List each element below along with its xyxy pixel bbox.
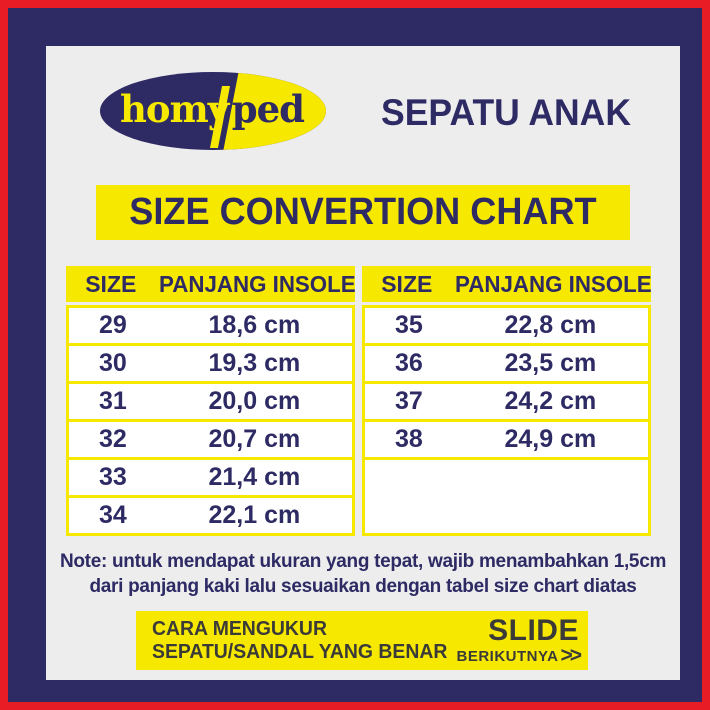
outer-navy-frame (8, 8, 702, 702)
cell-insole: 24,2 cm (504, 387, 597, 415)
cell-size: 29 (98, 311, 127, 339)
measure-instruction-line1: CARA MENGUKUR (152, 617, 327, 640)
empty-cell (365, 460, 648, 533)
cell-size: 31 (98, 387, 127, 415)
size-conversion-tables (66, 266, 651, 536)
table-header-left (66, 266, 355, 302)
slide-next-hint[interactable] (456, 614, 580, 668)
cell-insole: 24,9 cm (504, 425, 597, 453)
logo-text-homy: homy (120, 87, 229, 132)
cell-insole: 22,8 cm (504, 311, 597, 339)
cell-insole: 21,4 cm (208, 463, 301, 491)
table-row (365, 346, 648, 381)
sizing-note-line1: Note: untuk mendapat ukuran yang tepat, wajib menambahkan 1,5cm (59, 551, 667, 572)
size-table-right (362, 266, 651, 536)
column-header-size: SIZE (85, 270, 137, 297)
cell-size: 30 (98, 349, 127, 377)
cell-size: 33 (98, 463, 127, 491)
category-title: SEPATU ANAK (381, 92, 631, 133)
size-chart-banner (96, 185, 630, 240)
cell-size: 32 (98, 425, 127, 453)
table-row (69, 384, 352, 419)
measure-instruction (152, 618, 447, 664)
slide-label: SLIDE (488, 614, 579, 648)
cell-insole: 20,0 cm (208, 387, 301, 415)
table-body-right (362, 305, 651, 536)
table-row (365, 308, 648, 343)
table-row (69, 308, 352, 343)
cell-insole: 18,6 cm (208, 311, 301, 339)
next-label: BERIKUTNYA (456, 647, 559, 665)
cell-size: 34 (98, 501, 127, 529)
cell-insole: 23,5 cm (504, 349, 597, 377)
cell-insole: 19,3 cm (208, 349, 301, 377)
column-header-insole: PANJANG INSOLE (454, 270, 652, 297)
table-row (365, 384, 648, 419)
size-chart-banner-label: SIZE CONVERTION CHART (129, 191, 597, 233)
content-area (46, 46, 680, 680)
column-header-insole: PANJANG INSOLE (158, 270, 356, 297)
cell-insole: 20,7 cm (208, 425, 301, 453)
cell-size: 35 (394, 311, 423, 339)
table-body-left (66, 305, 355, 536)
footer-banner (136, 611, 588, 670)
table-header-right (362, 266, 651, 302)
logo-text-ped: ped (231, 87, 304, 132)
table-row (69, 346, 352, 381)
column-header-size: SIZE (381, 270, 433, 297)
table-row (69, 422, 352, 457)
double-chevron-right-icon: >> (560, 644, 579, 668)
table-row (69, 498, 352, 533)
measure-instruction-line2: SEPATU/SANDAL YANG BENAR (152, 640, 448, 663)
cell-insole: 22,1 cm (208, 501, 301, 529)
table-row (69, 460, 352, 495)
table-row (365, 422, 648, 457)
cell-size: 36 (394, 349, 423, 377)
sizing-note-line2: dari panjang kaki lalu sesuaikan dengan tabel size chart diatas (89, 576, 637, 597)
homyped-logo (100, 72, 326, 150)
cell-size: 38 (394, 425, 423, 453)
sizing-note (46, 549, 680, 599)
cell-size: 37 (394, 387, 423, 415)
size-table-left (66, 266, 355, 536)
